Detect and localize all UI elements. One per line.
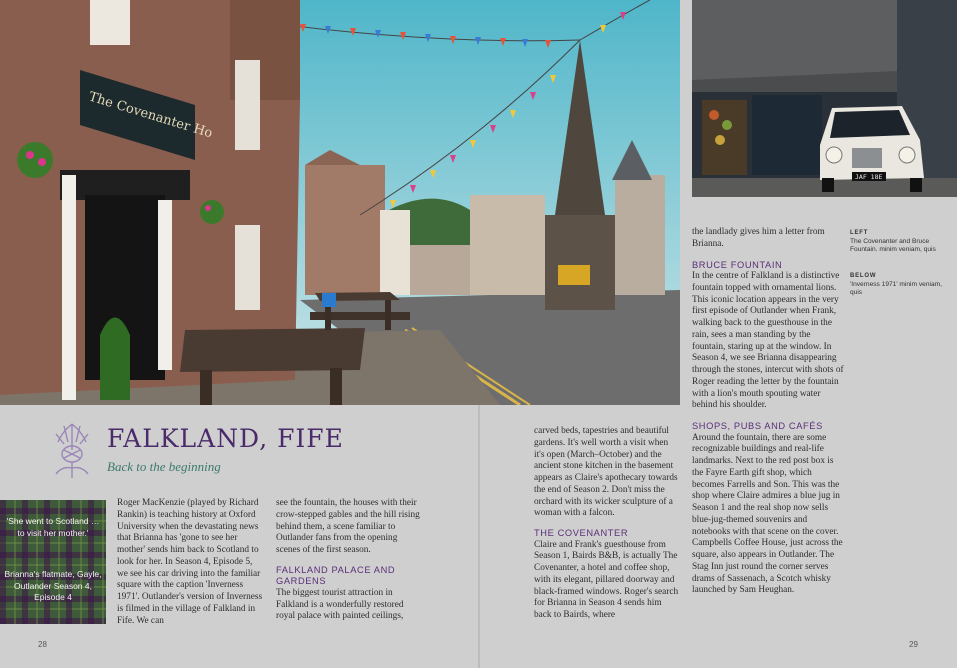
section-heading-fountain: BRUCE FOUNTAIN [692, 259, 783, 270]
caption-below [850, 272, 955, 298]
body-column-1 [117, 498, 265, 627]
page-number-left: 28 [38, 640, 47, 649]
page-number-right: 29 [909, 640, 918, 649]
thistle-icon [50, 420, 94, 482]
body-paragraph: Around the fountain, there are some recognizable buildings and real-life landmarks. Next to the red post box is the Fayre Earth gift shop, which becomes Farrells and Son. This was the shop where Claire admires a blue jug in Season 1 and the real shop now sells blue-jug-themed souvenirs and notebooks with that scene on the cover. Campbells Coffee House, just across the square, also appears in Outlander. The Stag Inn just round the corner serves drams of Sassenach, a Scotch whisky launched by Sam Heughan. [692, 432, 843, 596]
page-title: FALKLAND, FIFE [107, 424, 344, 453]
section-heading-covenanter: THE COVENANTER [534, 528, 629, 538]
body-paragraph: carved beds, tapestries and beautiful gardens. It's well worth a visit when it's open (March–October) and the ancient stone kitchen in the basement appears as Claire's apothecary towards the end of Season 2. Don't miss the orchard with its wicker sculpture of a woman with a falcon. [534, 426, 678, 519]
falkland-square-photo [0, 0, 680, 405]
body-paragraph: see the fountain, the houses with their crow-stepped gables and the hill rising behind them, a scene familiar to Outlander fans from the opening scenes of the first season. [276, 498, 420, 555]
caption-text: 'Inverness 1971' minim veniam, quis [850, 280, 942, 297]
tartan-quote-box [0, 500, 106, 624]
caption-left [850, 229, 955, 255]
body-column-4 [692, 227, 844, 597]
section-heading-shops: SHOPS, PUBS AND CAFÉS [692, 421, 823, 431]
caption-label: BELOW [850, 273, 877, 279]
body-column-3 [534, 426, 679, 622]
section-heading-palace: FALKLAND PALACE AND GARDENS [276, 564, 396, 587]
caption-text: The Covenanter and Bruce Fountain. minim veniam, quis [850, 237, 936, 254]
body-paragraph: the landlady gives him a letter from Brianna. [692, 227, 825, 249]
body-column-2 [276, 498, 421, 623]
body-paragraph: The biggest tourist attraction in Falkland is a wonderfully restored royal palace with painted ceilings, [276, 587, 404, 622]
svg-text:The Covenanter Ho: The Covenanter Ho [86, 89, 215, 142]
number-plate: JAF 18E [855, 173, 883, 181]
body-paragraph: Roger MacKenzie (played by Richard Rankin) is teaching history at Oxford University when the devastating news that Brianna has 'gone to see her mother' sends him back to Scotland to look for her. In Season 4, Episode 5, we see his car driving into the familiar square with the caption 'Inverness 1971'. Outlander's version of Inverness is filmed in the village of Falkland in Fife. We can [117, 498, 263, 626]
quote-attribution: Brianna's flatmate, Gayle, Outlander Season 4, Episode 4 [4, 569, 102, 602]
page-subtitle: Back to the beginning [107, 459, 221, 474]
quote-text: 'She went to Scotland … to visit her mother.' [6, 516, 100, 538]
body-paragraph: Claire and Frank's guesthouse from Season 1, Bairds B&B, is actually The Covenanter, a hotel and coffee shop, with its elegant, pillared doorway and black-framed windows. Roger's search for Brianna in Season 4 sends him back to Bairds, where [534, 539, 679, 620]
vintage-car-photo [692, 0, 957, 197]
body-paragraph: In the centre of Falkland is a distinctive fountain topped with ornamental lions. This iconic location appears in the very first episode of Outlander when Frank, walking back to the guesthouse in the rain, sees a man standing by the fountain, staring up at the window. In Season 4, we see Brianna disappearing through the stones, intercut with shots of Roger reading the letter by the fountain with a lion's mouth spouting water behind his shoulder. [692, 271, 844, 411]
caption-label: LEFT [850, 230, 869, 236]
